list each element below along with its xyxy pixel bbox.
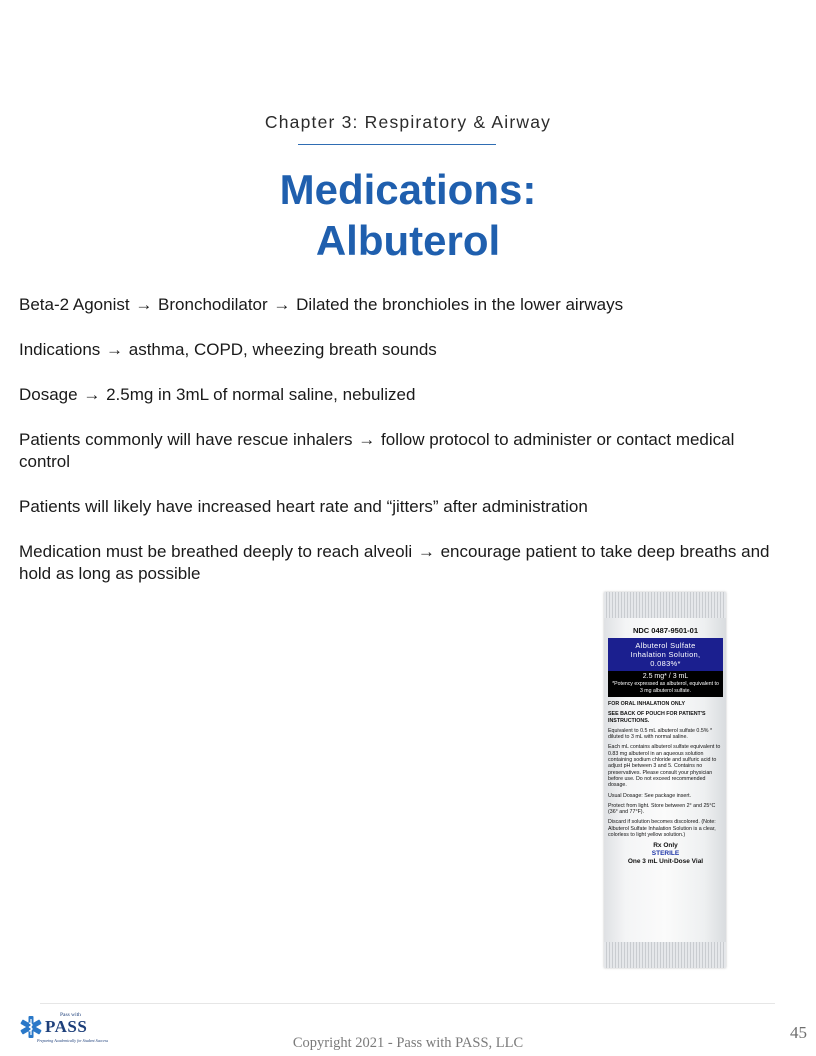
body-text bbox=[19, 294, 779, 608]
mechanism-class: Beta-2 Agonist bbox=[19, 295, 130, 314]
indications-label: Indications bbox=[19, 340, 101, 359]
oral-inhalation-warning: FOR ORAL INHALATION ONLY bbox=[608, 701, 686, 707]
chapter-heading: Chapter 3: Respiratory & Airway bbox=[264, 112, 552, 132]
drug-name-line: Inhalation Solution, bbox=[630, 650, 701, 659]
logo-small-text: Pass with bbox=[60, 1012, 81, 1018]
discard-note: Discard if solution becomes discolored. (Note: Albuterol Sulfate Inhalation Solution is a clear, colorless to light yellow solution.) bbox=[608, 819, 716, 839]
arrow-icon: → bbox=[83, 385, 101, 404]
logo-tagline: Preparing Academically for Student Success bbox=[37, 1038, 109, 1043]
breathing-instruction: encourage patient to take deep breaths and hold as long as possible bbox=[19, 542, 770, 583]
administration-line bbox=[19, 541, 779, 585]
inhalers-text: Patients commonly will have rescue inhalers bbox=[19, 430, 353, 449]
title-line-2: Albuterol bbox=[315, 217, 501, 264]
equivalent-note: Equivalent to 0.5 mL albuterol sulfate 0.5% * diluted to 3 mL with normal saline. bbox=[608, 727, 713, 741]
indications-line bbox=[19, 339, 779, 361]
mechanism-effect: Dilated the bronchioles in the lower airways bbox=[296, 295, 624, 314]
footer-divider bbox=[40, 1003, 775, 1004]
sterile-label: STERILE bbox=[651, 850, 680, 858]
copyright-notice: Copyright 2021 - Pass with PASS, LLC bbox=[292, 1035, 524, 1051]
dosage-label: Dosage bbox=[19, 385, 78, 404]
administration-text: Medication must be breathed deeply to reach alveoli bbox=[19, 542, 413, 561]
page-title bbox=[0, 164, 816, 266]
drug-name-band bbox=[608, 638, 723, 671]
inhalers-line bbox=[19, 429, 779, 473]
label-instructions bbox=[608, 701, 723, 838]
drug-name-line: Albuterol Sulfate bbox=[635, 641, 696, 650]
protocol-text: follow protocol to administer or contact medical control bbox=[19, 430, 735, 471]
arrow-icon: → bbox=[417, 542, 435, 561]
arrow-icon: → bbox=[106, 340, 124, 359]
potency-note: *Potency expressed as albuterol, equivalent to 3 mg albuterol sulfate. bbox=[612, 681, 719, 694]
contents-note: Each mL contains albuterol sulfate equivalent to 0.83 mg albuterol in an aqueous solution containing sodium chloride and sulfuric acid to adjust pH between 3 and 5. Contains no preservatives. Please consult your physician before use. Do not exceed recommended dosage. bbox=[608, 744, 721, 789]
dosage-line bbox=[19, 384, 779, 406]
rx-only: Rx Only bbox=[653, 842, 678, 850]
title-line-1: Medications: bbox=[279, 166, 537, 213]
dose-amount: 2.5 mg* / 3 mL bbox=[642, 673, 689, 680]
pouch-label bbox=[608, 626, 723, 866]
mechanism-action: Bronchodilator bbox=[158, 295, 268, 314]
storage-note: Protect from light. Store between 2° and 25°C (36° and 77°F). bbox=[608, 802, 716, 816]
albuterol-pouch-image bbox=[604, 592, 726, 968]
ndc-number: NDC 0487-9501-01 bbox=[632, 626, 699, 635]
mechanism-line bbox=[19, 294, 779, 316]
see-back-note: SEE BACK OF POUCH FOR PATIENT'S INSTRUCTIONS. bbox=[608, 711, 706, 724]
drug-concentration: 0.083%* bbox=[650, 659, 681, 668]
side-effects-line: Patients will likely have increased heart rate and “jitters” after administration bbox=[19, 497, 588, 516]
rx-block bbox=[608, 842, 723, 866]
logo-wordmark: PASS bbox=[45, 1017, 88, 1036]
chapter-divider bbox=[298, 144, 496, 145]
indications-text: asthma, COPD, wheezing breath sounds bbox=[128, 340, 437, 359]
arrow-icon: → bbox=[358, 430, 376, 449]
arrow-icon: → bbox=[135, 295, 153, 314]
dosage-text: 2.5mg in 3mL of normal saline, nebulized bbox=[106, 385, 416, 404]
page-number: 45 bbox=[790, 1023, 807, 1042]
usual-dosage-note: Usual Dosage: See package insert. bbox=[608, 792, 692, 799]
dose-band bbox=[608, 671, 723, 697]
vial-description: One 3 mL Unit-Dose Vial bbox=[627, 858, 704, 866]
arrow-icon: → bbox=[273, 295, 291, 314]
